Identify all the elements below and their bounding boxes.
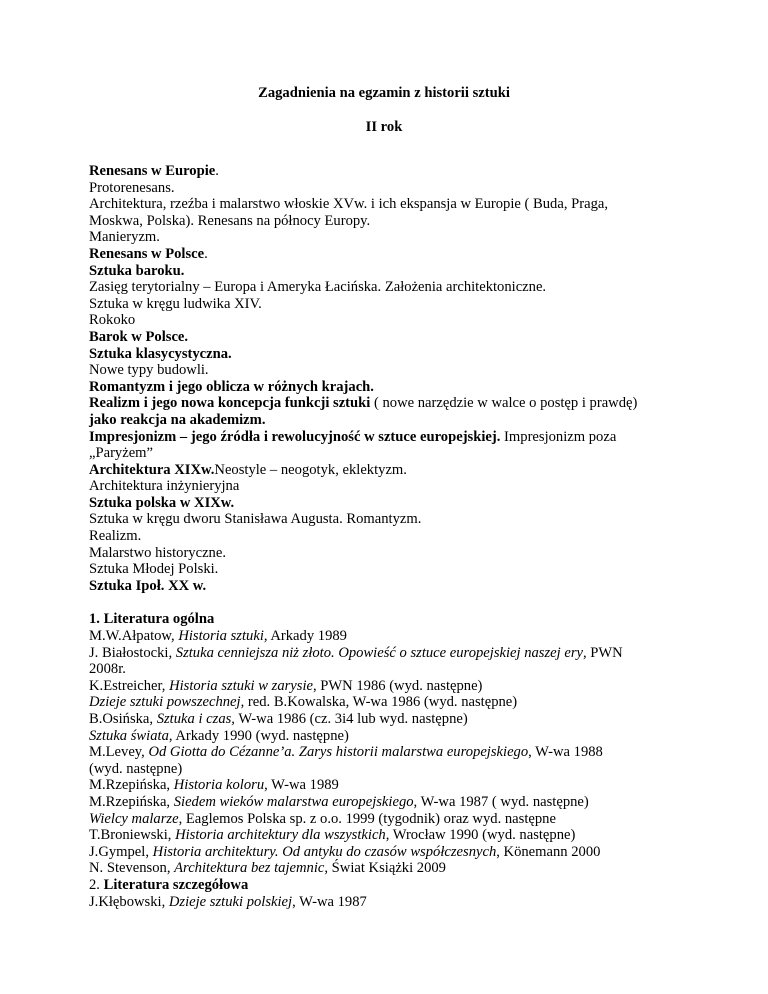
topic-line bbox=[89, 511, 689, 528]
entry-details: , W-wa 1988 bbox=[528, 744, 603, 761]
entry-title: Siedem wieków malarstwa europejskiego bbox=[173, 793, 414, 810]
entry-details: , Wrocław 1990 (wyd. następne) bbox=[385, 827, 576, 844]
entry-author: K.Estreicher, bbox=[89, 677, 170, 694]
topic-bold: Sztuka polska w XIXw. bbox=[89, 494, 235, 511]
topic-line bbox=[89, 296, 689, 313]
entry-details: , PWN bbox=[582, 644, 623, 661]
lit-detail-label: Literatura szczegółowa bbox=[103, 876, 249, 893]
topic-text: Malarstwo historyczne. bbox=[89, 544, 226, 561]
bibliography-entry bbox=[89, 811, 689, 828]
bibliography-entry bbox=[89, 894, 689, 911]
topic-text: . bbox=[215, 163, 219, 179]
topic-text: „Paryżem” bbox=[89, 445, 154, 462]
bibliography-entry bbox=[89, 711, 689, 728]
topic-text: Manieryzm. bbox=[89, 229, 160, 246]
topic-line bbox=[89, 346, 689, 363]
entry-details: , Arkady 1990 (wyd. następne) bbox=[168, 727, 349, 744]
bibliography-entry bbox=[89, 645, 689, 662]
bibliography-entry bbox=[89, 628, 689, 645]
lit-detail-number: 2. bbox=[89, 876, 104, 893]
topic-line bbox=[89, 379, 689, 396]
entry-title: Od Giotta do Cézanne’a. Zarys historii malarstwa europejskiego bbox=[148, 744, 529, 761]
topic-line bbox=[89, 362, 689, 379]
topic-line bbox=[89, 246, 689, 263]
bibliography-entry bbox=[89, 777, 689, 794]
bibliography-entry bbox=[89, 844, 689, 861]
entry-author: M.Levey, bbox=[89, 744, 149, 761]
topic-bold: Barok w Polsce. bbox=[89, 328, 189, 345]
lit-detail-list bbox=[89, 894, 689, 911]
topic-line bbox=[89, 578, 689, 595]
bibliography-entry bbox=[89, 694, 689, 711]
topic-line bbox=[89, 229, 689, 246]
topic-line bbox=[89, 279, 689, 296]
topic-line bbox=[89, 213, 689, 230]
topic-bold: jako reakcja na akademizm. bbox=[89, 411, 266, 428]
bibliography-entry bbox=[89, 827, 689, 844]
entry-author: M.Rzepińska, bbox=[89, 793, 174, 810]
topics-list bbox=[89, 163, 689, 594]
topic-line bbox=[89, 329, 689, 346]
entry-title: Sztuka cenniejsza niż złoto. Opowieść o sztuce europejskiej naszej ery bbox=[175, 644, 583, 661]
entry-details: , W-wa 1989 bbox=[264, 777, 339, 794]
topic-text: Zasięg terytorialny – Europa i Ameryka Łacińska. Założenia architektoniczne. bbox=[89, 279, 547, 296]
entry-title: Architektura bez tajemnic bbox=[174, 860, 325, 877]
bibliography-entry bbox=[89, 744, 689, 761]
entry-details: , PWN 1986 (wyd. następne) bbox=[312, 677, 483, 694]
topic-line bbox=[89, 445, 689, 462]
topic-text: Architektura, rzeźba i malarstwo włoskie XVw. i ich ekspansja w Europie ( Buda, Praga, bbox=[89, 196, 608, 213]
topic-bold: Renesans w Europie bbox=[89, 163, 216, 179]
topic-line bbox=[89, 412, 689, 429]
entry-author: J. Białostocki, bbox=[89, 644, 176, 661]
topic-text: Architektura inżynieryjna bbox=[89, 478, 240, 495]
entry-author: J.Kłębowski, bbox=[89, 893, 169, 910]
topic-bold: Sztuka Ipoł. XX w. bbox=[89, 577, 207, 594]
topic-text: . bbox=[204, 245, 208, 262]
entry-details: , Arkady 1989 bbox=[263, 628, 347, 645]
topic-bold: Realizm i jego nowa koncepcja funkcji sztuki bbox=[89, 395, 371, 412]
entry-title: Historia sztuki bbox=[178, 628, 264, 645]
topic-line bbox=[89, 478, 689, 495]
topic-text: Impresjonizm poza bbox=[500, 428, 617, 445]
document-title: Zagadnienia na egzamin z historii sztuki bbox=[258, 85, 510, 101]
entry-title: Sztuka i czas, bbox=[156, 711, 235, 727]
topic-text: Rokoko bbox=[89, 312, 136, 329]
topic-line bbox=[89, 495, 689, 512]
entry-author: M.W.Ałpatow, bbox=[89, 628, 179, 645]
topic-text: Sztuka Młodej Polski. bbox=[89, 561, 219, 578]
entry-details: , red. B.Kowalska, W-wa 1986 (wyd. następne) bbox=[240, 694, 518, 711]
topic-line bbox=[89, 312, 689, 329]
topic-text: Protorenesans. bbox=[89, 179, 175, 196]
entry-title: Dzieje sztuki polskiej bbox=[168, 893, 293, 910]
entry-details: , W-wa 1987 ( wyd. następne) bbox=[413, 793, 589, 810]
entry-author: N. Stevenson, bbox=[89, 860, 175, 877]
entry-details: , W-wa 1987 bbox=[292, 893, 367, 910]
entry-author: M.Rzepińska, bbox=[89, 777, 174, 794]
topic-line bbox=[89, 180, 689, 197]
bibliography-entry bbox=[89, 661, 689, 678]
document-body bbox=[89, 163, 689, 910]
bibliography-entry bbox=[89, 860, 689, 877]
topic-bold: Sztuka klasycystyczna. bbox=[89, 345, 232, 362]
topic-line bbox=[89, 395, 689, 412]
topic-bold: Architektura XIXw. bbox=[89, 461, 215, 478]
entry-title: Historia koloru bbox=[173, 777, 265, 794]
topic-line bbox=[89, 561, 689, 578]
topic-line bbox=[89, 263, 689, 280]
topic-text: ( nowe narzędzie w walce o postęp i prawdę) bbox=[370, 395, 638, 412]
topic-text: Realizm. bbox=[89, 528, 142, 545]
entry-title: Historia sztuki w zarysie bbox=[169, 677, 313, 694]
section-gap bbox=[89, 594, 689, 611]
entry-details: , Świat Książki 2009 bbox=[324, 860, 446, 877]
bibliography-entry bbox=[89, 678, 689, 695]
topic-text: Moskwa, Polska). Renesans na północy Europy. bbox=[89, 212, 371, 229]
entry-details: 2008r. bbox=[89, 661, 126, 678]
entry-author: B.Osińska, bbox=[89, 711, 157, 727]
entry-details: (wyd. następne) bbox=[89, 760, 183, 777]
lit-general-heading: 1. Literatura ogólna bbox=[89, 611, 215, 628]
bibliography-entry bbox=[89, 728, 689, 745]
entry-details: W-wa 1986 (cz. 3i4 lub wyd. następne) bbox=[234, 711, 468, 727]
lit-general-list bbox=[89, 628, 689, 877]
topic-line bbox=[89, 462, 689, 479]
entry-title: Sztuka świata bbox=[89, 727, 169, 744]
topic-bold: Sztuka baroku. bbox=[89, 262, 185, 279]
topic-bold: Renesans w Polsce bbox=[89, 245, 205, 262]
topic-line bbox=[89, 429, 689, 446]
topic-line bbox=[89, 196, 689, 213]
entry-details: , Eaglemos Polska sp. z o.o. 1999 (tygodnik) oraz wyd. następne bbox=[178, 810, 556, 827]
entry-title: Dzieje sztuki powszechnej bbox=[89, 694, 241, 711]
topic-text: Sztuka w kręgu dworu Stanisława Augusta. Romantyzm. bbox=[89, 511, 422, 528]
topic-text: Neostyle – neogotyk, eklektyzm. bbox=[214, 461, 407, 478]
bibliography-entry bbox=[89, 761, 689, 778]
topic-text: Nowe typy budowli. bbox=[89, 362, 209, 379]
bibliography-entry bbox=[89, 794, 689, 811]
entry-title: Wielcy malarze bbox=[89, 810, 179, 827]
entry-title: Historia architektury. Od antyku do czasów współczesnych bbox=[152, 843, 497, 860]
topic-bold: Romantyzm i jego oblicza w różnych krajach. bbox=[89, 378, 374, 395]
topic-line bbox=[89, 163, 689, 180]
document-subtitle: II rok bbox=[365, 119, 403, 135]
entry-details: , Könemann 2000 bbox=[496, 843, 601, 860]
entry-title: Historia architektury dla wszystkich bbox=[175, 827, 386, 844]
lit-detail-heading bbox=[89, 877, 689, 894]
topic-bold: Impresjonizm – jego źródła i rewolucyjność w sztuce europejskiej. bbox=[89, 428, 501, 445]
topic-line bbox=[89, 545, 689, 562]
topic-line bbox=[89, 528, 689, 545]
entry-author: T.Broniewski, bbox=[89, 827, 176, 844]
topic-text: Sztuka w kręgu ludwika XIV. bbox=[89, 295, 262, 312]
entry-author: J.Gympel, bbox=[89, 843, 153, 860]
